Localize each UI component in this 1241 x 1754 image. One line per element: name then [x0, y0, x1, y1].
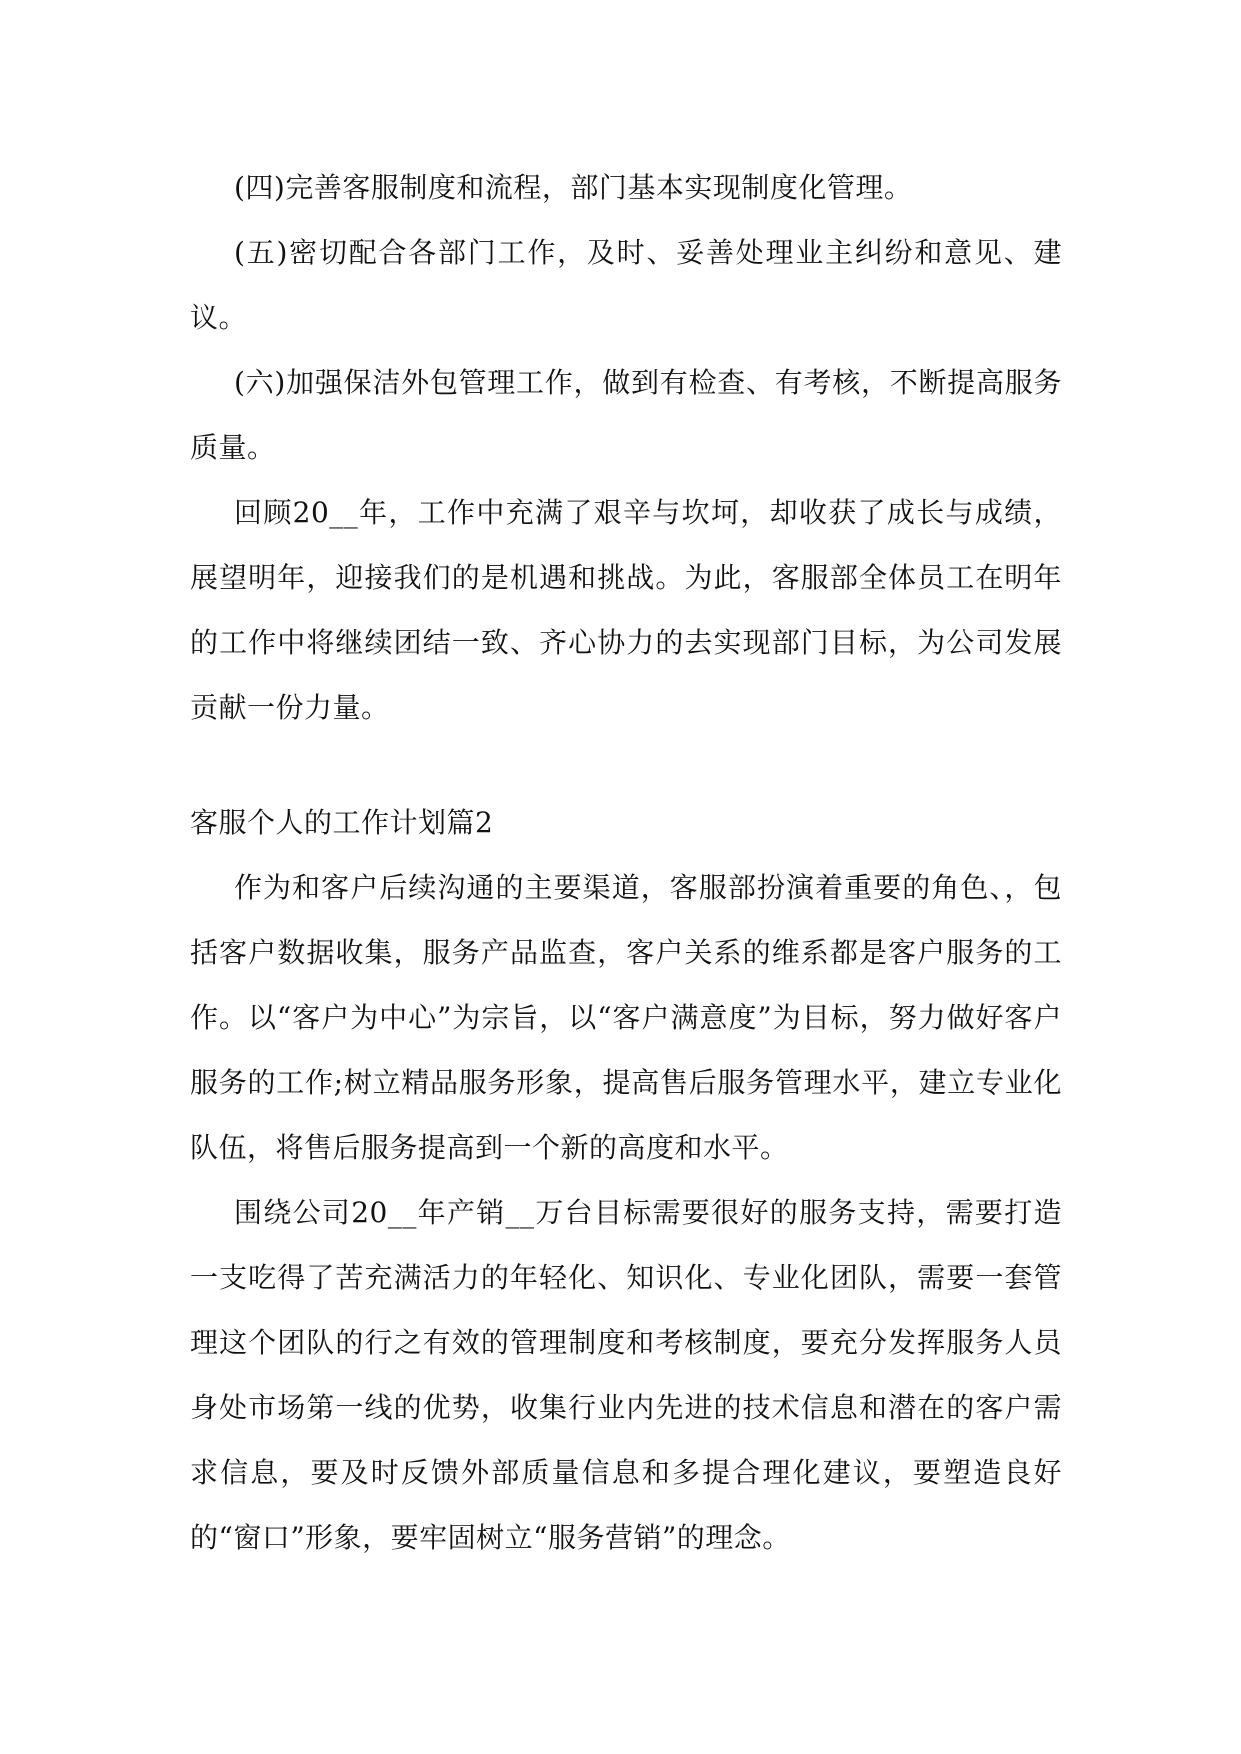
- paragraph-goals: 围绕公司20__年产销__万台目标需要很好的服务支持，需要打造一支吃得了苦充满活力的年轻化、知识化、专业化团队，需要一套管理这个团队的行之有效的管理制度和考核制度，要充分发挥服务人员身处市场第一线的优势，收集行业内先进的技术信息和潜在的客户需求信息，要及时反馈外部质量信息和多提合理化建议，要塑造良好的“窗口”形象，要牢固树立“服务营销”的理念。: [190, 1196, 1062, 1554]
- paragraph-review: 回顾20__年，工作中充满了艰辛与坎坷，却收获了成长与成绩，展望明年，迎接我们的是机遇和挑战。为此，客服部全体员工在明年的工作中将继续团结一致、齐心协力的去实现部门目标，为公司发展贡献一份力量。: [190, 496, 1062, 724]
- paragraph-intro: 作为和客户后续沟通的主要渠道，客服部扮演着重要的角色、，包括客户数据收集，服务产品监查，客户关系的维系都是客户服务的工作。以“客户为中心”为宗旨，以“客户满意度”为目标，努力做好客户服务的工作;树立精品服务形象，提高售后服务管理水平，建立专业化队伍，将售后服务提高到一个新的高度和水平。: [190, 871, 1062, 1164]
- document-body: [190, 155, 1062, 1570]
- paragraph-item-5: (五)密切配合各部门工作，及时、妥善处理业主纠纷和意见、建议。: [190, 236, 1062, 334]
- section-heading: 客服个人的工作计划篇2: [190, 806, 494, 839]
- paragraph-item-4: (四)完善客服制度和流程，部门基本实现制度化管理。: [234, 171, 913, 204]
- paragraph-item-6: (六)加强保洁外包管理工作，做到有检查、有考核，不断提高服务质量。: [190, 366, 1062, 464]
